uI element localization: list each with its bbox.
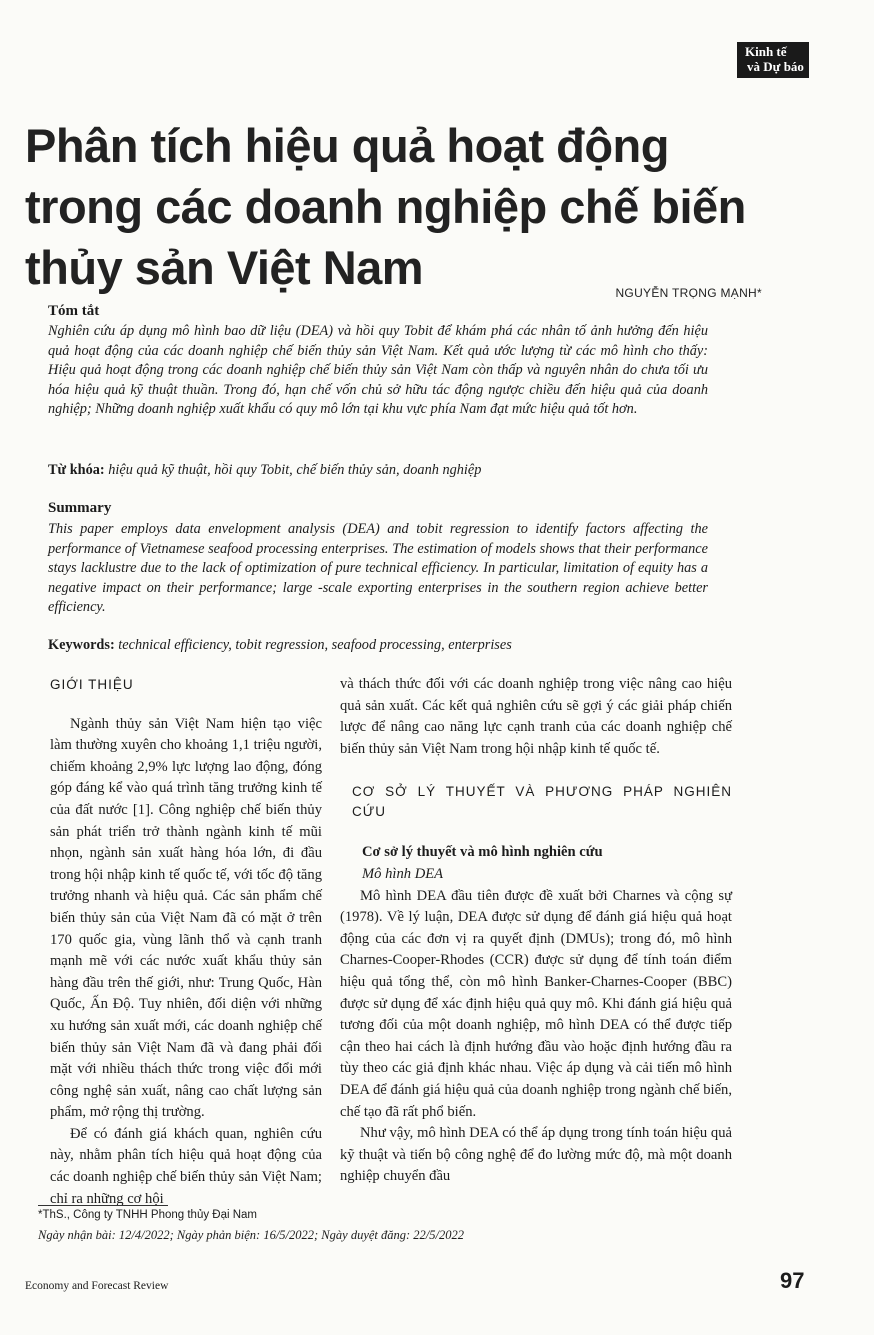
theory-paragraph-1: Mô hình DEA đầu tiên được đề xuất bởi Charnes và cộng sự (1978). Về lý luận, DEA được sử dụng để đánh giá hiệu quả hoạt động của các đơn vị ra quyết định (DMUs); trong đó, mô hình Charnes-Cooper-Rhodes (CCR) được sử dụng để tính toán điểm hiệu quả tổng thể, còn mô hình Banker-Charnes-Cooper (BBC) được sử dụng để xác định hiệu quả quy mô. Khi đánh giá hiệu quả tương đối của một doanh nghiệp, mô hình DEA có thể được tiếp cận theo hai cách là định hướng đầu vào hoặc định hướng đầu ra tùy theo các giả định khác nhau. Việc áp dụng và cải tiến mô hình DEA để đánh giá hiệu quả của doanh nghiệp trong ngành chế biến, chế tạo đã rất phổ biến. [340,887,732,1120]
badge-line2: và Dự báo [747,59,804,74]
article-title: Phân tích hiệu quả hoạt động trong các doanh nghiệp chế biến thủy sản Việt Nam [25,119,746,294]
badge-line1: Kinh tế [745,44,787,59]
theory-heading: CƠ SỞ LÝ THUYẾT VÀ PHƯƠNG PHÁP NGHIÊN CỨU [352,784,732,820]
theory-subheading: Cơ sở lý thuyết và mô hình nghiên cứu [362,844,603,861]
intro-paragraph-1: Ngành thủy sản Việt Nam hiện tạo việc làm thường xuyên cho khoảng 1,1 triệu người, chiếm khoảng 2,9% lực lượng lao động, đóng góp đáng kể vào quá trình tăng trưởng kinh tế của đất nước [1]. Công nghiệp chế biến thủy sản phát triển trở thành ngành kinh tế mũi nhọn, ngành sản xuất hàng hóa lớn, đi đầu trong hội nhập kinh tế quốc tế, với tốc độ tăng trưởng nhanh và hiệu quả. Các sản phẩm chế biến thủy sản của Việt Nam đã có mặt ở trên 170 quốc gia, vùng lãnh thổ và cạnh tranh mạnh mẽ với các nước xuất khẩu thủy sản hàng đầu trên thế giới, như: Trung Quốc, Hàn Quốc, Ấn Độ. Tuy nhiên, đối diện với những xu hướng sản xuất mới, các doanh nghiệp chế biến thủy sản Việt Nam đã và đang phải đối mặt với nhiều thách thức trong việc đổi mới công nghệ sản xuất, nâng cao chất lượng sản phẩm, mở rộng thị trường. [50,715,322,1121]
keywords-en [48,637,748,654]
journal-name: Economy and Forecast Review [25,1280,169,1292]
keywords-en-label: Keywords: [48,637,115,653]
page-number: 97 [780,1268,805,1293]
left-column [50,674,322,1210]
intro-heading: GIỚI THIỆU [50,677,134,692]
keywords-vi [48,462,748,479]
intro-paragraph-2: Để có đánh giá khách quan, nghiên cứu này, nhằm phân tích hiệu quả hoạt động của các doanh nghiệp chế biến thủy sản Việt Nam; chỉ ra những cơ hội [50,1125,322,1207]
footnote-rule [38,1205,168,1206]
journal-badge [737,42,809,78]
keywords-vi-label: Từ khóa: [48,462,105,478]
abstract-en-heading: Summary [48,500,112,516]
theory-paragraph-2: Như vậy, mô hình DEA có thể áp dụng trong tính toán hiệu quả kỹ thuật và tiến bộ công nghệ để đo lường mức độ, mà một doanh nghiệp chuyển đầu [340,1125,732,1185]
right-column [340,674,732,1188]
author-name: NGUYỄN TRỌNG MẠNH* [615,286,762,300]
footnote-dates: Ngày nhận bài: 12/4/2022; Ngày phản biện: 16/5/2022; Ngày duyệt đăng: 22/5/2022 [38,1228,464,1242]
abstract-en-text: This paper employs data envelopment analysis (DEA) and tobit regression to identify factors affecting the performance of Vietnamese seafood processing enterprises. The estimation of models shows that their performance stays lacklustre due to the lack of optimization of pure technical efficiency. In particular, limitation of equity has a negative impact on their performance; large -scale exporting enterprises in the southern region achieve better efficiency. [48,521,708,615]
keywords-en-text: technical efficiency, tobit regression, seafood processing, enterprises [118,637,512,653]
intro-paragraph-3: và thách thức đối với các doanh nghiệp trong việc nâng cao hiệu quả sản xuất. Các kết quả nghiên cứu sẽ gợi ý các giải pháp chiến lược để nâng cao năng lực cạnh tranh của các doanh nghiệp chế biến thủy sản Việt Nam trong hội nhập kinh tế quốc tế. [340,676,732,757]
abstract-vi-heading: Tóm tắt [48,303,100,319]
footnote-affiliation: *ThS., Công ty TNHH Phong thủy Đại Nam [38,1209,258,1221]
abstract-vi-text: Nghiên cứu áp dụng mô hình bao dữ liệu (DEA) và hồi quy Tobit để khám phá các nhân tố ảnh hưởng đến hiệu quả hoạt động của các doanh nghiệp chế biến thủy sản Việt Nam. Kết quả ước lượng từ các mô hình cho thấy: Hiệu quả hoạt động trong các doanh nghiệp chế biến thủy sản Việt Nam còn thấp và nguyên nhân do chưa tối ưu hóa hiệu quả kỹ thuật thuần. Trong đó, hạn chế vốn chủ sở hữu tác động ngược chiều đến hiệu quả của doanh nghiệp; Những doanh nghiệp xuất khẩu có quy mô lớn tại khu vực phía Nam đạt mức hiệu quả tốt hơn. [48,323,708,417]
keywords-vi-text: hiệu quả kỹ thuật, hồi quy Tobit, chế biến thủy sản, doanh nghiệp [108,462,482,478]
theory-model-label: Mô hình DEA [362,865,444,882]
